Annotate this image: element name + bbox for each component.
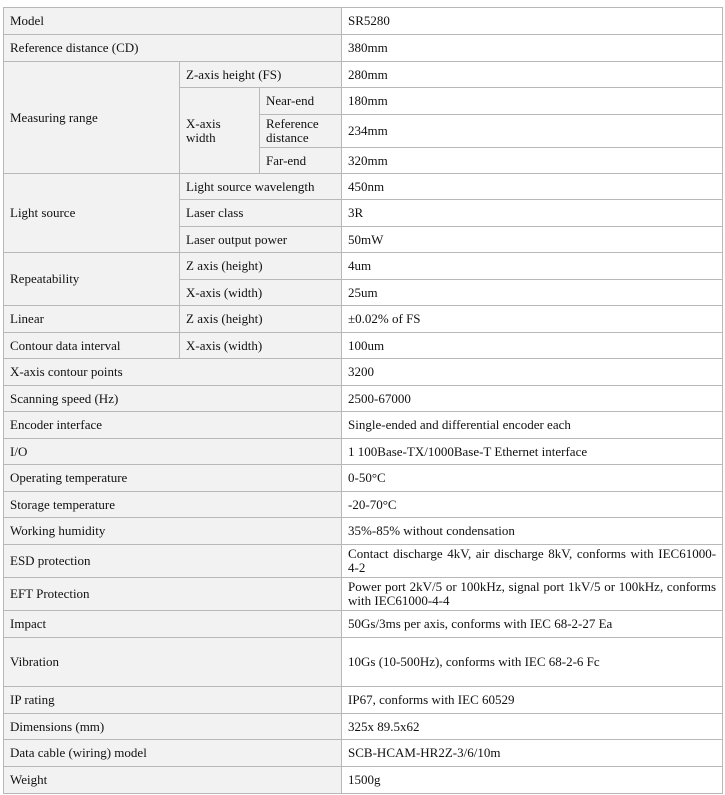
- repeatability-z-label: Z axis (height): [180, 253, 342, 280]
- table-row: [4, 714, 723, 740]
- laser-power-label: Laser output power: [180, 227, 342, 253]
- eft-protection-label: EFT Protection: [4, 578, 342, 611]
- encoder-value: Single-ended and differential encoder each: [342, 412, 723, 439]
- laser-class-label: Laser class: [180, 200, 342, 227]
- linear-value: ±0.02% of FS: [342, 306, 723, 333]
- data-cable-label: Data cable (wiring) model: [4, 740, 342, 767]
- esd-protection-value: Contact discharge 4kV, air discharge 8kV, conforms with IEC61000-4-2: [342, 545, 723, 578]
- esd-protection-label: ESD protection: [4, 545, 342, 578]
- reference-distance-sub-label: Reference distance: [260, 115, 342, 148]
- working-humidity-label: Working humidity: [4, 518, 342, 545]
- ref-distance-value: 380mm: [342, 35, 723, 62]
- table-row: [4, 518, 723, 545]
- measuring-range-label: Measuring range: [4, 62, 180, 174]
- far-end-value: 320mm: [342, 148, 723, 174]
- table-row: [4, 35, 723, 62]
- table-row: [4, 740, 723, 767]
- wavelength-value: 450nm: [342, 174, 723, 200]
- table-row: [4, 174, 723, 200]
- storage-temperature-value: -20-70°C: [342, 492, 723, 518]
- repeatability-x-label: X-axis (width): [180, 280, 342, 306]
- light-source-label: Light source: [4, 174, 180, 253]
- repeatability-z-value: 4um: [342, 253, 723, 280]
- impact-value: 50Gs/3ms per axis, conforms with IEC 68-2-27 Ea: [342, 611, 723, 638]
- table-row: [4, 359, 723, 386]
- operating-temperature-value: 0-50°C: [342, 465, 723, 492]
- table-row: [4, 386, 723, 412]
- table-row: [4, 638, 723, 687]
- table-row: [4, 253, 723, 280]
- z-axis-height-label: Z-axis height (FS): [180, 62, 342, 88]
- encoder-label: Encoder interface: [4, 412, 342, 439]
- vibration-value: 10Gs (10-500Hz), conforms with IEC 68-2-6 Fc: [342, 638, 723, 687]
- table-row: [4, 545, 723, 578]
- contour-interval-value: 100um: [342, 333, 723, 359]
- table-row: [4, 687, 723, 714]
- repeatability-x-value: 25um: [342, 280, 723, 306]
- weight-value: 1500g: [342, 767, 723, 794]
- storage-temperature-label: Storage temperature: [4, 492, 342, 518]
- linear-label: Linear: [4, 306, 180, 333]
- laser-class-value: 3R: [342, 200, 723, 227]
- ref-distance-label: Reference distance (CD): [4, 35, 342, 62]
- near-end-label: Near-end: [260, 88, 342, 115]
- repeatability-label: Repeatability: [4, 253, 180, 306]
- working-humidity-value: 35%-85% without condensation: [342, 518, 723, 545]
- dimensions-label: Dimensions (mm): [4, 714, 342, 740]
- table-row: [4, 8, 723, 35]
- laser-power-value: 50mW: [342, 227, 723, 253]
- model-label: Model: [4, 8, 342, 35]
- scanning-speed-value: 2500-67000: [342, 386, 723, 412]
- contour-interval-label: Contour data interval: [4, 333, 180, 359]
- table-row: [4, 611, 723, 638]
- impact-label: Impact: [4, 611, 342, 638]
- vibration-label: Vibration: [4, 638, 342, 687]
- operating-temperature-label: Operating temperature: [4, 465, 342, 492]
- spec-table: [3, 7, 723, 794]
- weight-label: Weight: [4, 767, 342, 794]
- io-value: 1 100Base-TX/1000Base-T Ethernet interface: [342, 439, 723, 465]
- linear-sub-label: Z axis (height): [180, 306, 342, 333]
- table-row: [4, 439, 723, 465]
- table-row: [4, 767, 723, 794]
- z-axis-height-value: 280mm: [342, 62, 723, 88]
- table-row: [4, 62, 723, 88]
- table-row: [4, 333, 723, 359]
- table-row: [4, 492, 723, 518]
- data-cable-value: SCB-HCAM-HR2Z-3/6/10m: [342, 740, 723, 767]
- x-axis-width-label: X-axis width: [180, 88, 260, 174]
- contour-interval-sub-label: X-axis (width): [180, 333, 342, 359]
- model-value: SR5280: [342, 8, 723, 35]
- wavelength-label: Light source wavelength: [180, 174, 342, 200]
- ip-rating-label: IP rating: [4, 687, 342, 714]
- eft-protection-value: Power port 2kV/5 or 100kHz, signal port 1kV/5 or 100kHz, conforms with IEC61000-4-4: [342, 578, 723, 611]
- contour-points-label: X-axis contour points: [4, 359, 342, 386]
- far-end-label: Far-end: [260, 148, 342, 174]
- scanning-speed-label: Scanning speed (Hz): [4, 386, 342, 412]
- ip-rating-value: IP67, conforms with IEC 60529: [342, 687, 723, 714]
- table-row: [4, 306, 723, 333]
- reference-distance-sub-value: 234mm: [342, 115, 723, 148]
- near-end-value: 180mm: [342, 88, 723, 115]
- dimensions-value: 325x 89.5x62: [342, 714, 723, 740]
- table-row: [4, 465, 723, 492]
- table-row: [4, 578, 723, 611]
- contour-points-value: 3200: [342, 359, 723, 386]
- io-label: I/O: [4, 439, 342, 465]
- table-row: [4, 412, 723, 439]
